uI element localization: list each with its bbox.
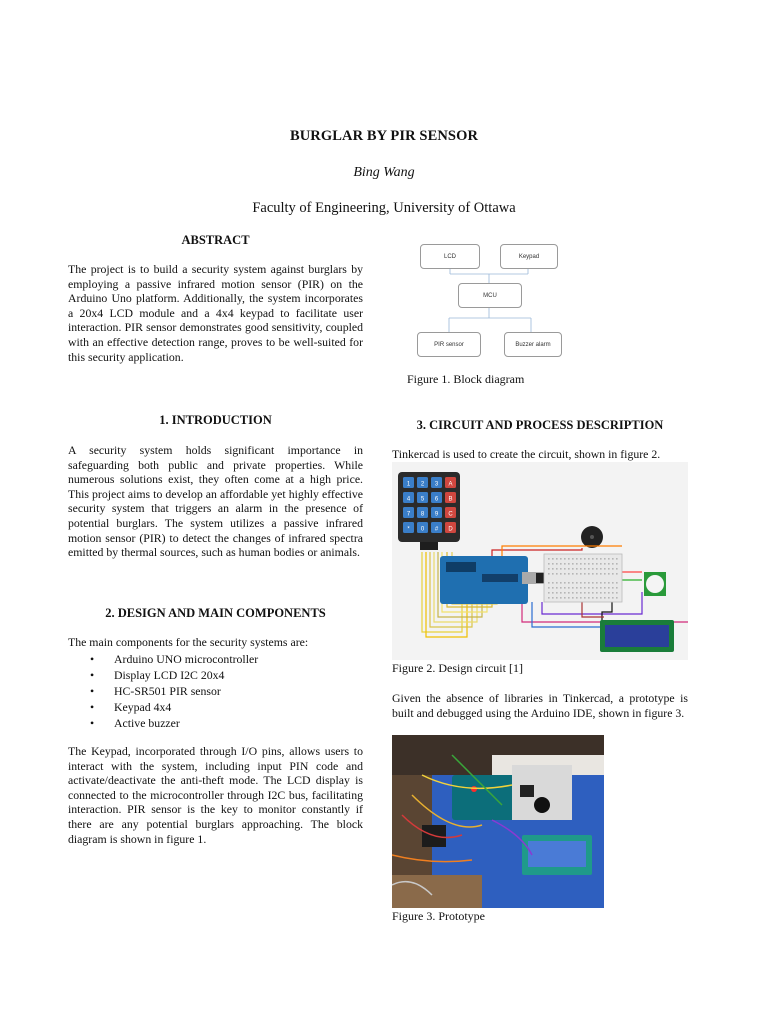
breadboard-hole xyxy=(592,573,594,575)
breadboard-hole xyxy=(604,568,606,570)
breadboard-hole xyxy=(564,563,566,565)
breadboard-hole xyxy=(604,597,606,599)
breadboard-hole xyxy=(556,563,558,565)
breadboard-hole xyxy=(560,558,562,560)
affiliation: Faculty of Engineering, University of Ottawa xyxy=(252,200,516,216)
breadboard-hole xyxy=(600,573,602,575)
breadboard-hole xyxy=(560,592,562,594)
circuit-text-1: Tinkercad is used to create the circuit, shown in figure 2. xyxy=(392,447,661,461)
breadboard-hole xyxy=(600,592,602,594)
paper-title: BURGLAR BY PIR SENSOR xyxy=(289,128,479,144)
breadboard-hole xyxy=(608,558,610,560)
breadboard-hole xyxy=(560,587,562,589)
breadboard-hole xyxy=(580,573,582,575)
breadboard-hole xyxy=(584,582,586,584)
breadboard-hole xyxy=(616,587,618,589)
circuit-drawing xyxy=(392,462,688,660)
breadboard-hole xyxy=(584,587,586,589)
breadboard-hole xyxy=(576,568,578,570)
breadboard-hole xyxy=(604,592,606,594)
breadboard-hole xyxy=(596,597,598,599)
breadboard-hole xyxy=(596,558,598,560)
breadboard-hole xyxy=(556,568,558,570)
breadboard-hole xyxy=(608,592,610,594)
intro-text: A security system holds significant importance in safeguarding both public and private properties. While numerous solutions exist, they often come at a high price. This project aims to develop an affordable yet highly effective security system that triggers an alarm in the presence of potential burglars. The system utilizes a passive infrared motion sensor (PIR) to detect the changes of infrared spectra emitted by thermal sources, such as human bodies or animals. xyxy=(68,443,363,560)
breadboard-hole xyxy=(616,573,618,575)
breadboard-hole xyxy=(592,563,594,565)
breadboard-hole xyxy=(612,568,614,570)
breadboard-hole xyxy=(600,582,602,584)
breadboard-hole xyxy=(564,568,566,570)
breadboard-hole xyxy=(580,592,582,594)
keypad-key-label: 2 xyxy=(420,481,425,488)
breadboard-hole xyxy=(576,573,578,575)
breadboard-hole xyxy=(604,587,606,589)
breadboard-hole xyxy=(572,558,574,560)
breadboard-hole xyxy=(588,597,590,599)
breadboard-hole xyxy=(604,573,606,575)
breadboard-hole xyxy=(592,592,594,594)
component-list xyxy=(68,651,363,731)
breadboard-hole xyxy=(576,587,578,589)
circuit-text-2: Given the absence of libraries in Tinkercad, a prototype is built and debugged using the Arduino IDE, shown in figure 3. xyxy=(392,691,688,720)
breadboard-hole xyxy=(552,563,554,565)
breadboard-hole xyxy=(572,587,574,589)
keypad-block: Keypad xyxy=(500,244,558,269)
breadboard-hole xyxy=(556,597,558,599)
lcd-block: LCD xyxy=(420,244,480,269)
breadboard-hole xyxy=(560,582,562,584)
pir-sensor-block: PIR sensor xyxy=(417,332,481,357)
breadboard-hole xyxy=(612,587,614,589)
breadboard-hole xyxy=(608,563,610,565)
breadboard-hole xyxy=(560,597,562,599)
breadboard-hole xyxy=(592,582,594,584)
breadboard-hole xyxy=(564,582,566,584)
block-diagram xyxy=(410,238,570,360)
keypad-key-label: 0 xyxy=(420,526,425,533)
breadboard-hole xyxy=(588,573,590,575)
breadboard-hole xyxy=(612,597,614,599)
breadboard-hole xyxy=(560,563,562,565)
breadboard-hole xyxy=(600,597,602,599)
author-name: Bing Wang xyxy=(353,165,415,180)
breadboard-hole xyxy=(592,597,594,599)
breadboard-hole xyxy=(552,587,554,589)
breadboard-hole xyxy=(588,558,590,560)
breadboard-hole xyxy=(600,563,602,565)
breadboard-hole xyxy=(576,597,578,599)
breadboard-hole xyxy=(576,592,578,594)
list-item: • Display LCD I2C 20x4 xyxy=(90,667,363,683)
design-text: The Keypad, incorporated through I/O pins, allows users to interact with the system, including input PIN code and activate/deactivate the anti-theft mode. The LCD display is connected to the microcontroller through I2C bus, facilitating interaction. PIR sensor is the key to monitor constantly if there are any potential burglars approaching. The block diagram is shown in figure 1. xyxy=(68,744,363,846)
breadboard-hole xyxy=(596,587,598,589)
breadboard-hole xyxy=(580,582,582,584)
breadboard-hole xyxy=(612,592,614,594)
breadboard-hole xyxy=(564,597,566,599)
breadboard-hole xyxy=(592,568,594,570)
buzzer-alarm-block: Buzzer alarm xyxy=(504,332,562,357)
keypad-key-label: 4 xyxy=(406,496,411,503)
breadboard-hole xyxy=(580,568,582,570)
figure2-caption: Figure 2. Design circuit [1] xyxy=(392,661,523,675)
breadboard-hole xyxy=(564,573,566,575)
breadboard-hole xyxy=(584,568,586,570)
list-item: • Active buzzer xyxy=(90,715,363,731)
breadboard-hole xyxy=(568,592,570,594)
breadboard-hole xyxy=(608,582,610,584)
keypad-key-label: D xyxy=(448,526,453,533)
breadboard-hole xyxy=(580,558,582,560)
breadboard-hole xyxy=(616,597,618,599)
breadboard-hole xyxy=(580,563,582,565)
keypad-key-label: B xyxy=(448,496,453,503)
breadboard-hole xyxy=(548,573,550,575)
breadboard-hole xyxy=(548,597,550,599)
breadboard-hole xyxy=(596,582,598,584)
design-heading: 2. DESIGN AND MAIN COMPONENTS xyxy=(105,606,326,620)
breadboard-hole xyxy=(572,597,574,599)
breadboard-hole xyxy=(552,568,554,570)
breadboard-hole xyxy=(612,573,614,575)
abstract-heading: ABSTRACT xyxy=(181,233,250,247)
breadboard-hole xyxy=(588,587,590,589)
breadboard-hole xyxy=(596,568,598,570)
breadboard-hole xyxy=(568,563,570,565)
breadboard-hole xyxy=(616,568,618,570)
breadboard-hole xyxy=(612,558,614,560)
breadboard-hole xyxy=(588,563,590,565)
breadboard-hole xyxy=(596,573,598,575)
breadboard-hole xyxy=(572,582,574,584)
breadboard-hole xyxy=(596,592,598,594)
breadboard-hole xyxy=(584,597,586,599)
breadboard-hole xyxy=(584,573,586,575)
intro-heading: 1. INTRODUCTION xyxy=(159,413,272,427)
breadboard-hole xyxy=(560,573,562,575)
breadboard-hole xyxy=(564,587,566,589)
breadboard-hole xyxy=(588,568,590,570)
breadboard-hole xyxy=(584,558,586,560)
breadboard-hole xyxy=(608,568,610,570)
keypad-key-label: 6 xyxy=(434,496,439,503)
prototype-drawing xyxy=(392,735,604,908)
breadboard-hole xyxy=(548,558,550,560)
figure1-caption: Figure 1. Block diagram xyxy=(407,372,525,386)
breadboard-hole xyxy=(560,568,562,570)
list-item: • Keypad 4x4 xyxy=(90,699,363,715)
breadboard-hole xyxy=(616,592,618,594)
breadboard-hole xyxy=(568,558,570,560)
keypad-key-label: 1 xyxy=(406,481,411,488)
breadboard-hole xyxy=(564,592,566,594)
breadboard-hole xyxy=(612,582,614,584)
breadboard-hole xyxy=(608,597,610,599)
keypad-key-label: * xyxy=(407,526,410,533)
breadboard-hole xyxy=(608,573,610,575)
breadboard-hole xyxy=(568,573,570,575)
breadboard-hole xyxy=(604,582,606,584)
breadboard-hole xyxy=(596,563,598,565)
breadboard-hole xyxy=(576,563,578,565)
breadboard-hole xyxy=(552,558,554,560)
breadboard-hole xyxy=(556,573,558,575)
breadboard-hole xyxy=(556,582,558,584)
breadboard-hole xyxy=(592,587,594,589)
breadboard-hole xyxy=(612,563,614,565)
breadboard-hole xyxy=(616,558,618,560)
breadboard-hole xyxy=(572,573,574,575)
breadboard-hole xyxy=(548,592,550,594)
breadboard-hole xyxy=(588,592,590,594)
breadboard-hole xyxy=(548,587,550,589)
keypad-key-label: 3 xyxy=(434,481,439,488)
breadboard-hole xyxy=(604,563,606,565)
abstract-text: The project is to build a security system against burglars by employing a passive infrared motion sensor (PIR) on the Arduino Uno platform. Additionally, the system incorporates a 20x4 LCD module and a 4x4 keypad to facilitate user interaction. PIR sensor demonstrates good sensitivity, coupled with an effective detection range, proves to be well-suited for this security application. xyxy=(68,262,363,364)
breadboard-hole xyxy=(576,558,578,560)
breadboard-hole xyxy=(568,582,570,584)
list-item: • Arduino UNO microcontroller xyxy=(90,651,363,667)
breadboard-hole xyxy=(572,592,574,594)
breadboard-hole xyxy=(556,592,558,594)
breadboard-hole xyxy=(552,582,554,584)
breadboard-hole xyxy=(568,587,570,589)
design-circuit-figure xyxy=(392,462,688,660)
breadboard-hole xyxy=(552,592,554,594)
figure3-caption: Figure 3. Prototype xyxy=(392,909,485,923)
keypad-key-label: 7 xyxy=(406,511,411,518)
prototype-photo xyxy=(392,735,604,908)
keypad-key-label: 9 xyxy=(434,511,439,518)
breadboard-hole xyxy=(600,568,602,570)
keypad-key-label: C xyxy=(448,511,453,518)
keypad-key-label: 8 xyxy=(420,511,425,518)
breadboard-hole xyxy=(564,558,566,560)
breadboard-hole xyxy=(604,558,606,560)
breadboard-hole xyxy=(552,573,554,575)
breadboard-hole xyxy=(608,587,610,589)
breadboard-hole xyxy=(592,558,594,560)
breadboard-hole xyxy=(576,582,578,584)
breadboard-hole xyxy=(616,563,618,565)
mcu-block: MCU xyxy=(458,283,522,308)
design-lead: The main components for the security systems are: xyxy=(68,635,309,649)
breadboard-hole xyxy=(548,563,550,565)
breadboard-hole xyxy=(556,558,558,560)
breadboard-hole xyxy=(572,568,574,570)
breadboard-hole xyxy=(600,587,602,589)
breadboard-hole xyxy=(568,597,570,599)
breadboard-hole xyxy=(572,563,574,565)
keypad-key-label: 5 xyxy=(420,496,425,503)
keypad-key-label: # xyxy=(434,526,439,533)
breadboard-hole xyxy=(588,582,590,584)
breadboard-hole xyxy=(552,597,554,599)
breadboard-hole xyxy=(584,592,586,594)
breadboard-hole xyxy=(556,587,558,589)
breadboard-hole xyxy=(584,563,586,565)
breadboard-hole xyxy=(568,568,570,570)
breadboard-hole xyxy=(548,568,550,570)
circuit-heading: 3. CIRCUIT AND PROCESS DESCRIPTION xyxy=(416,418,664,432)
breadboard-hole xyxy=(600,558,602,560)
breadboard-hole xyxy=(548,582,550,584)
keypad-key-label: A xyxy=(448,481,453,488)
breadboard-hole xyxy=(616,582,618,584)
breadboard-hole xyxy=(580,597,582,599)
list-item: • HC-SR501 PIR sensor xyxy=(90,683,363,699)
breadboard-hole xyxy=(580,587,582,589)
